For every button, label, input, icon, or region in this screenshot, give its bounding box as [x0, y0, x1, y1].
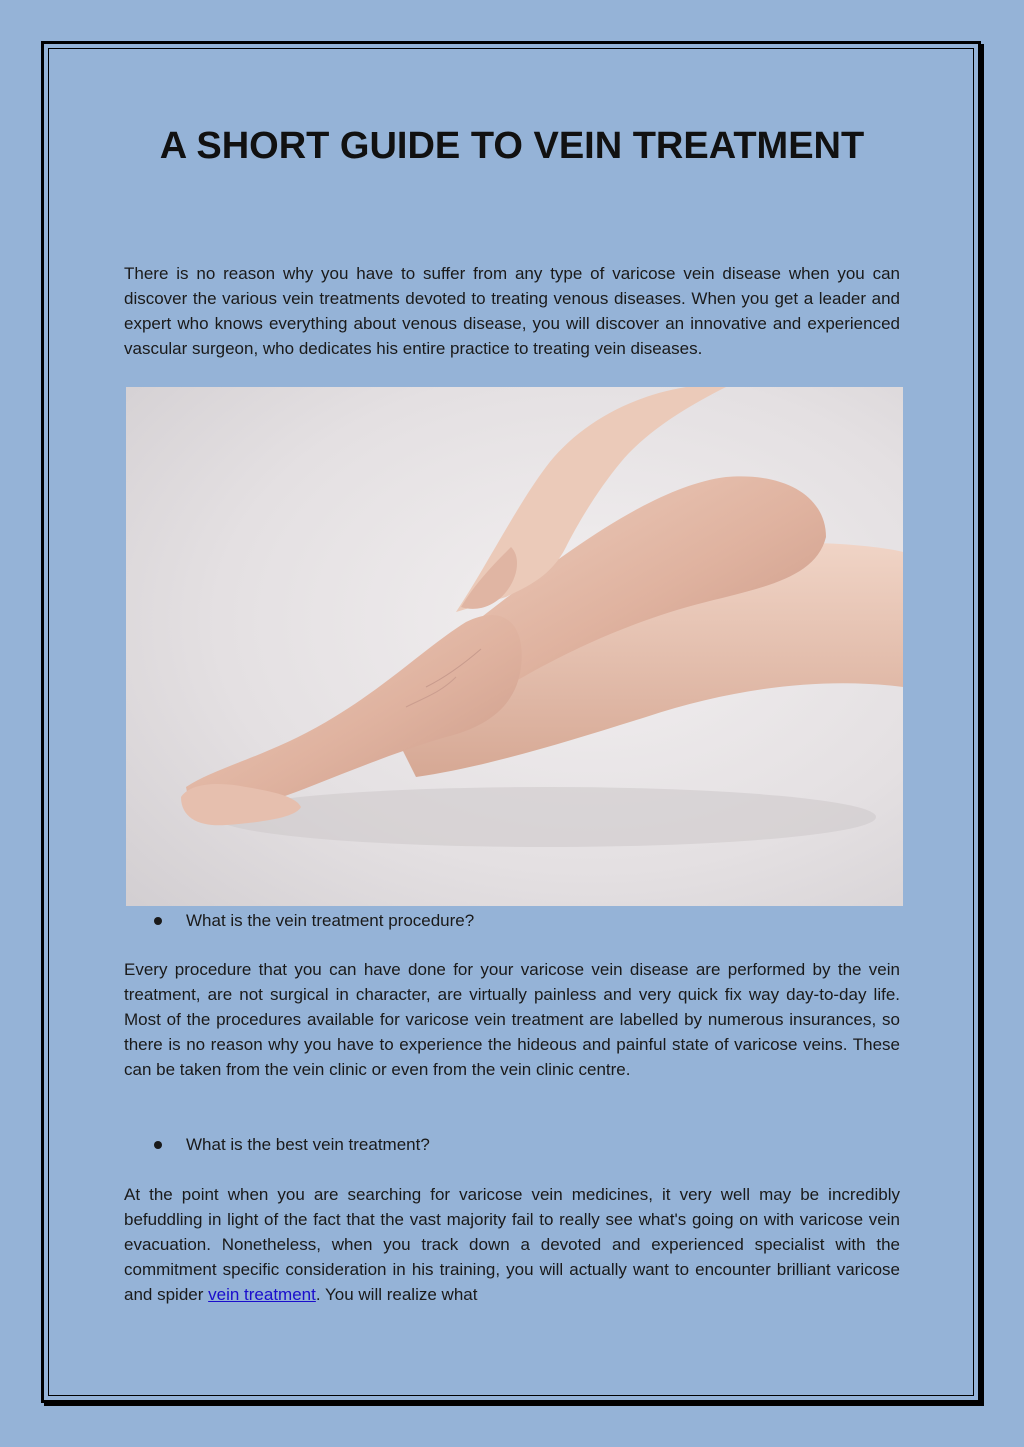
paragraph-text-after-link: . You will realize what [315, 1285, 478, 1304]
procedure-paragraph: Every procedure that you can have done for your varicose vein disease are performed by the vein treatment, are not surgical in character, are virtually painless and very quick fix way day-to-day life. Most of the procedures available for varicose vein treatment are labelled by numerous insurances, so there is no reason why you have to experience the hideous and painful state of varicose veins. These can be taken from the vein clinic or even from the vein clinic centre. [124, 960, 900, 1079]
vein-treatment-link[interactable]: vein treatment [208, 1285, 316, 1304]
best-treatment-paragraph [124, 1182, 900, 1307]
page-title: A SHORT GUIDE TO VEIN TREATMENT [159, 125, 865, 167]
paragraph-text-before-link: At the point when you are searching for varicose vein medicines, it very well may be incredibly befuddling in light of the fact that the vast majority fail to really see what's going on with varicose vein evacuation. Nonetheless, when you track down a devoted and experienced specialist with the commitment specific consideration in his training, you will actually want to encounter brilliant varicose and spider [124, 1185, 900, 1304]
bullet-item-procedure [154, 908, 474, 933]
legs-photo [126, 387, 903, 906]
bullet-item-best-treatment [154, 1132, 430, 1157]
intro-paragraph: There is no reason why you have to suffer from any type of varicose vein disease when you can discover the various vein treatments devoted to treating venous diseases. When you get a leader and expert who knows everything about venous disease, you will discover an innovative and experienced vascular surgeon, who dedicates his entire practice to treating vein diseases. [124, 264, 900, 358]
bullet-text: What is the vein treatment procedure? [186, 911, 475, 930]
bullet-icon [154, 917, 162, 925]
bullet-text: What is the best vein treatment? [186, 1135, 430, 1154]
bullet-icon [154, 1141, 162, 1149]
